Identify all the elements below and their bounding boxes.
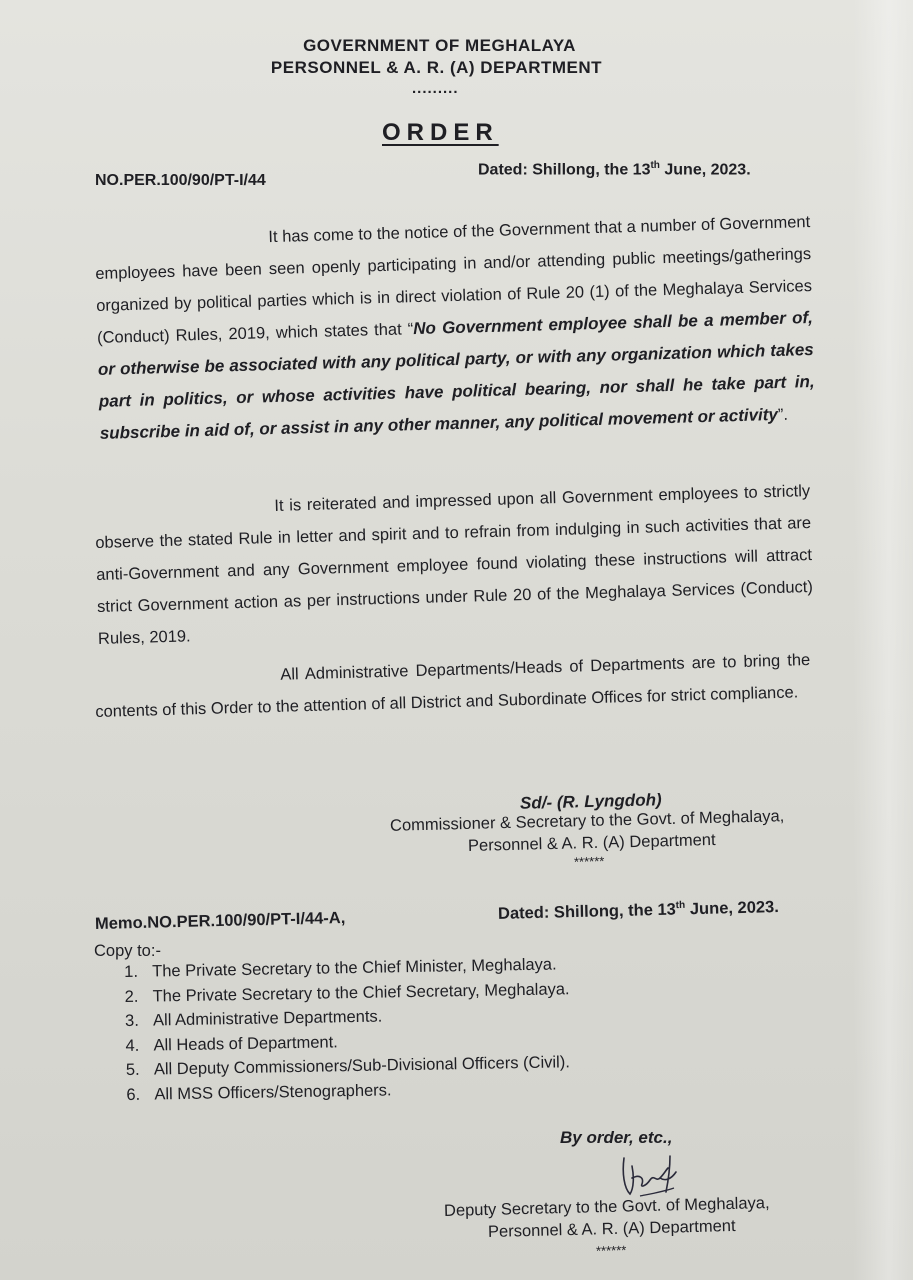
signatory-department: Personnel & A. R. (A) Department — [467, 830, 716, 856]
header-dots: ......... — [412, 80, 459, 97]
rule-quote: No Government employee shall be a member of, or otherwise be associated with any political party, or with any organization which takes part in politics, or whose activities have political bearing, nor shall he take part in, subscribe in aid of, or assist in any other manner, any political movement or activity — [97, 307, 815, 443]
body-paragraph-1: It has come to the notice of the Government that a number of Government employees have been seen openly participating in and/or attending public meetings/gatherings organized by political parties which is in direct violation of Rule 20 (1) of the Meghalaya Services (Conduct) Rules, 2019, which states that “No Government employee shall be a member of, or otherwise be associated with any political party, or with any organization which takes part in politics, or whose activities have political bearing, nor shall he take part in, subscribe in aid of, or assist in any other manner, any political movement or activity”. — [95, 213, 815, 443]
separator-stars: ****** — [595, 1242, 627, 1259]
order-number: NO.PER.100/90/PT-I/44 — [95, 172, 266, 189]
header-government: GOVERNMENT OF MEGHALAYA — [303, 36, 576, 55]
copy-to-label: Copy to:- — [94, 942, 161, 960]
paper-fold-shadow — [853, 0, 913, 1280]
list-item: 2. The Private Secretary to the Chief Secretary, Meghalaya. — [124, 979, 570, 1006]
body-paragraph-2: It is reiterated and impressed upon all Government employees to strictly observe the stated Rule in letter and spirit and to refrain from indulging in such activities that are anti-Government and any Government employee found violating these instructions will attract strict Government action as per instructions under Rule 20 of the Meghalaya Services (Conduct) Rules, 2019. — [95, 482, 814, 648]
order-title: ORDER — [382, 119, 499, 146]
list-item: 5. All Deputy Commissioners/Sub-Divisional Officers (Civil). — [125, 1053, 570, 1079]
deputy-secretary-department: Personnel & A. R. (A) Department — [487, 1216, 736, 1242]
body-paragraph-3: All Administrative Departments/Heads of Departments are to bring the contents of this Order to the attention of all District and Subordinate Offices for strict compliance. — [95, 651, 811, 721]
deputy-secretary-designation: Deputy Secretary to the Govt. of Meghalaya, — [443, 1194, 770, 1220]
signatory-designation: Commissioner & Secretary to the Govt. of Meghalaya, — [389, 807, 785, 835]
list-item: 6. All MSS Officers/Stenographers. — [126, 1080, 392, 1104]
list-item: 1. The Private Secretary to the Chief Minister, Meghalaya. — [124, 955, 557, 981]
memo-number: Memo.NO.PER.100/90/PT-I/44-A, — [94, 908, 346, 934]
signatory-name: Sd/- (R. Lyngdoh) — [519, 790, 662, 813]
memo-date: Dated: Shillong, the 13th June, 2023. — [497, 898, 780, 923]
list-item: 4. All Heads of Department. — [125, 1032, 338, 1055]
order-date: Dated: Shillong, the 13th June, 2023. — [478, 160, 751, 179]
list-item: 3. All Administrative Departments. — [124, 1007, 383, 1030]
by-order-label: By order, etc., — [560, 1128, 673, 1147]
separator-stars: ****** — [573, 853, 605, 870]
header-department: PERSONNEL & A. R. (A) DEPARTMENT — [270, 58, 603, 77]
copy-to-list — [124, 952, 571, 1107]
